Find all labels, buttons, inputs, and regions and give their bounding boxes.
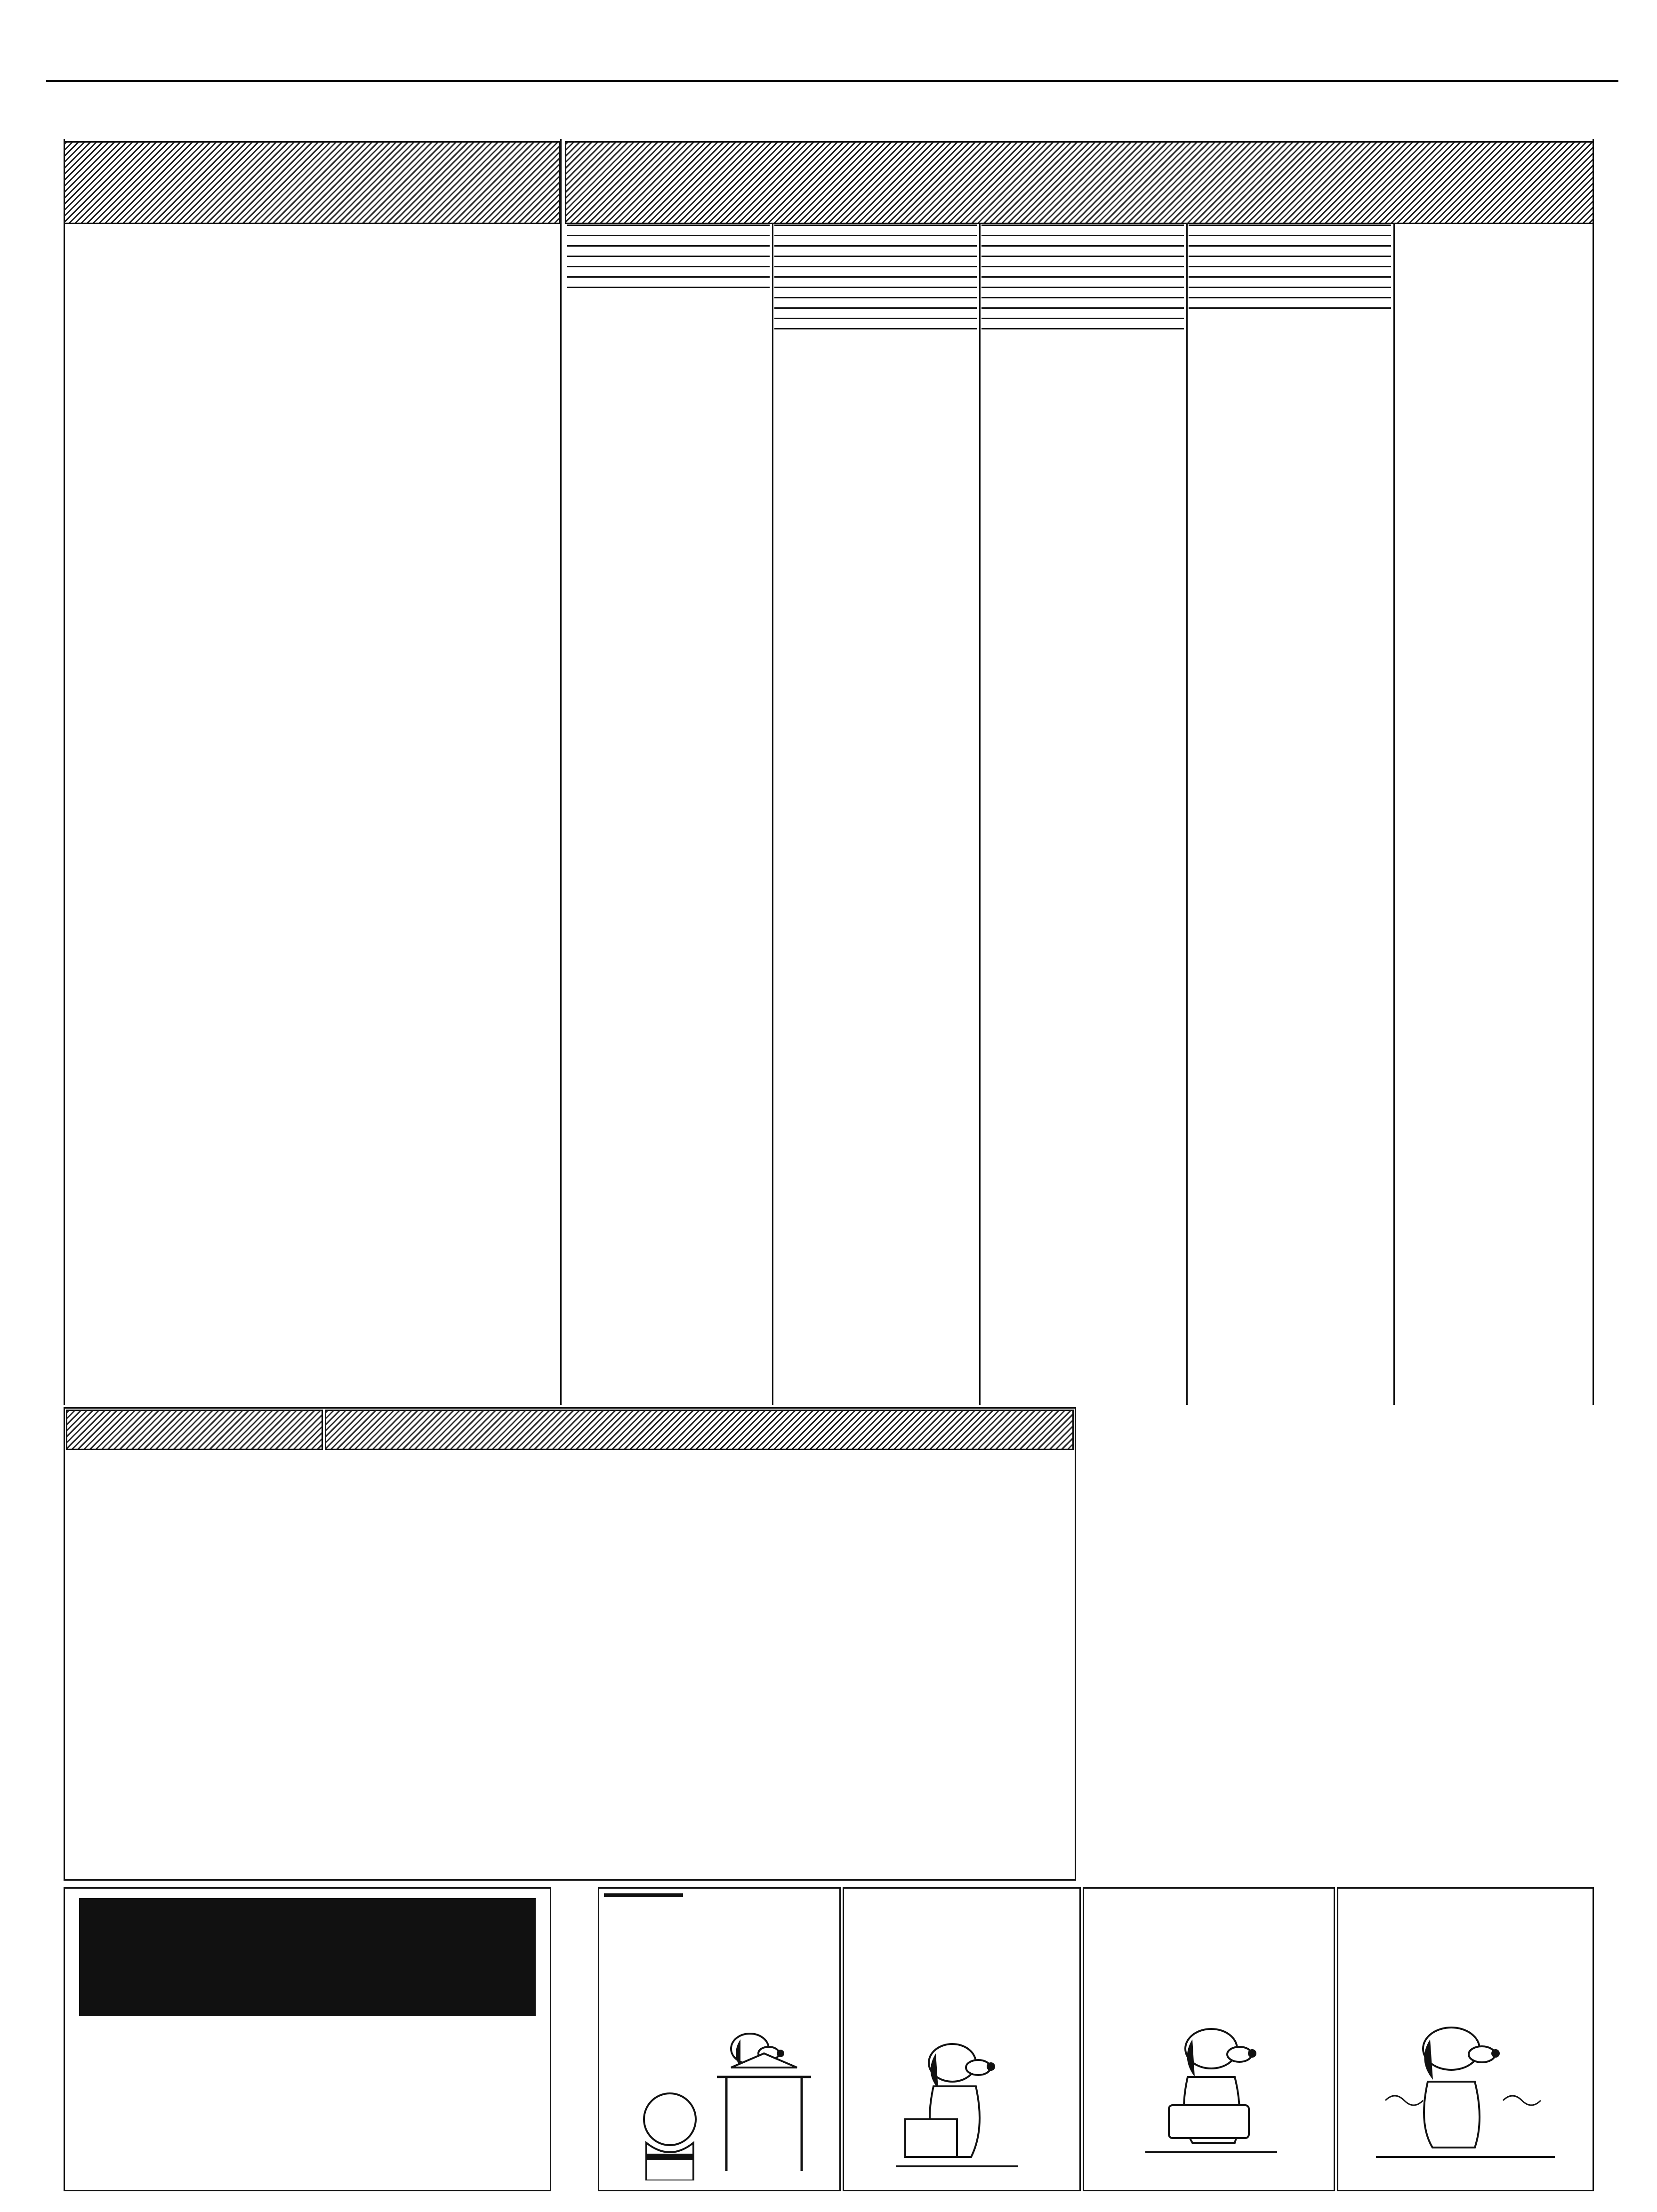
- snoopy-sleeping-drawing: [1367, 2002, 1564, 2180]
- cinema-entry: [774, 224, 977, 229]
- cinema-column-divider: [979, 224, 981, 1405]
- cinema-address: [1189, 257, 1391, 260]
- farmacias-divider: [560, 139, 562, 1405]
- cinema-column: [567, 224, 770, 296]
- cinema-entry: [774, 286, 977, 291]
- cinema-entry: [981, 296, 1184, 302]
- cinema-address: [774, 257, 977, 260]
- cinema-address: [774, 267, 977, 271]
- cinema-entry: [1189, 244, 1391, 250]
- cinema-entry: [774, 234, 977, 240]
- cinema-address: [774, 278, 977, 281]
- cinema-entry: [981, 327, 1184, 333]
- cinema-address: [774, 236, 977, 240]
- cinema-address: [774, 226, 977, 229]
- teatros-banner-text: [67, 1411, 322, 1449]
- cinema-listings: [565, 224, 1591, 1405]
- teatros-frame: [64, 1407, 1076, 1881]
- cinema-entry: [1189, 255, 1391, 260]
- cinema-column-divider: [1393, 224, 1395, 1405]
- cinema-entry: [1189, 306, 1391, 312]
- cinema-address: [567, 236, 770, 240]
- outros-cinemas-banner-text: [326, 1411, 1072, 1449]
- cinema-entry: [981, 224, 1184, 229]
- cinema-address: [1189, 309, 1391, 312]
- snoopy-briefcase-drawing: [886, 2025, 1028, 2180]
- cinema-entry: [774, 265, 977, 271]
- cinema-entry: [981, 265, 1184, 271]
- cinema-entry: [567, 244, 770, 250]
- cinema-entry: [981, 286, 1184, 291]
- cinema-entry: [774, 327, 977, 333]
- cinema-entry: [1189, 265, 1391, 271]
- cinema-address: [981, 319, 1184, 322]
- galp-ad: [64, 1887, 551, 2191]
- cinema-entry: [774, 275, 977, 281]
- comic-panel-3: [1083, 1887, 1335, 2191]
- cinema-address: [774, 329, 977, 333]
- cinema-entry: [981, 234, 1184, 240]
- cinema-entry: [567, 255, 770, 260]
- cinema-address: [981, 309, 1184, 312]
- teatros-col-1: [71, 1454, 315, 1455]
- cinema-column: [774, 224, 977, 337]
- cinema-address: [1189, 288, 1391, 291]
- cinema-address: [774, 247, 977, 250]
- cinema-entry: [774, 306, 977, 312]
- cinema-address: [567, 267, 770, 271]
- cinema-entry: [981, 244, 1184, 250]
- cinema-address: [567, 278, 770, 281]
- cinema-entry: [567, 234, 770, 240]
- cinema-address: [981, 288, 1184, 291]
- cinema-address: [981, 329, 1184, 333]
- cinema-address: [981, 226, 1184, 229]
- galp-logo: [79, 1898, 536, 2016]
- cinema-entry: [981, 317, 1184, 322]
- cinema-address: [1189, 267, 1391, 271]
- peanuts-badge: [604, 1893, 683, 1897]
- cinema-address: [981, 278, 1184, 281]
- snoopy-doghouse-drawing: [627, 2020, 825, 2180]
- cinema-address: [567, 226, 770, 229]
- cinema-entry: [774, 296, 977, 302]
- cinema-entry: [567, 224, 770, 229]
- cinema-address: [774, 319, 977, 322]
- farmacias-col-1: [71, 235, 311, 238]
- cinema-address: [981, 247, 1184, 250]
- cinema-address: [981, 236, 1184, 240]
- cinema-entry: [774, 317, 977, 322]
- cinema-entry: [1189, 234, 1391, 240]
- cinema-column: [1189, 224, 1391, 317]
- cinema-entry: [981, 306, 1184, 312]
- cinema-address: [981, 257, 1184, 260]
- teatros-banner: [66, 1410, 323, 1450]
- comic-panel-1: [598, 1887, 841, 2191]
- cinema-address: [1189, 298, 1391, 302]
- teatros-col-3: [595, 1454, 850, 1458]
- snoopy-typing-drawing: [1136, 2011, 1287, 2180]
- cinema-address: [1189, 247, 1391, 250]
- cinema-address: [1189, 226, 1391, 229]
- header-rule: [46, 80, 1618, 82]
- comic-panel-4: [1337, 1887, 1594, 2191]
- cinema-entry: [1189, 296, 1391, 302]
- cinema-entry: [774, 244, 977, 250]
- cinema-address: [981, 267, 1184, 271]
- farmacias-col-2: [322, 238, 553, 243]
- cinema-entry: [567, 275, 770, 281]
- cinema-entry: [567, 265, 770, 271]
- cinema-entry: [981, 275, 1184, 281]
- cinema-address: [774, 298, 977, 302]
- cinema-column-divider: [772, 224, 773, 1405]
- cinema-entry: [1189, 275, 1391, 281]
- teatros-col-2: [330, 1454, 584, 1458]
- cinema-entry: [1189, 286, 1391, 291]
- cinema-address: [774, 309, 977, 312]
- cinema-address: [981, 298, 1184, 302]
- cinema-address: [567, 257, 770, 260]
- cinema-address: [567, 288, 770, 291]
- outros-cinemas-banner: [325, 1410, 1074, 1450]
- cinema-column: [981, 224, 1184, 337]
- comic-panel-2: [843, 1887, 1081, 2191]
- cinema-entry: [1189, 224, 1391, 229]
- cinema-address: [567, 247, 770, 250]
- cinema-address: [1189, 236, 1391, 240]
- cinema-entry: [567, 286, 770, 291]
- cinema-address: [1189, 278, 1391, 281]
- cinema-entry: [774, 255, 977, 260]
- cinema-entry: [981, 255, 1184, 260]
- cinema-column-divider: [1186, 224, 1188, 1405]
- cinema-address: [774, 288, 977, 291]
